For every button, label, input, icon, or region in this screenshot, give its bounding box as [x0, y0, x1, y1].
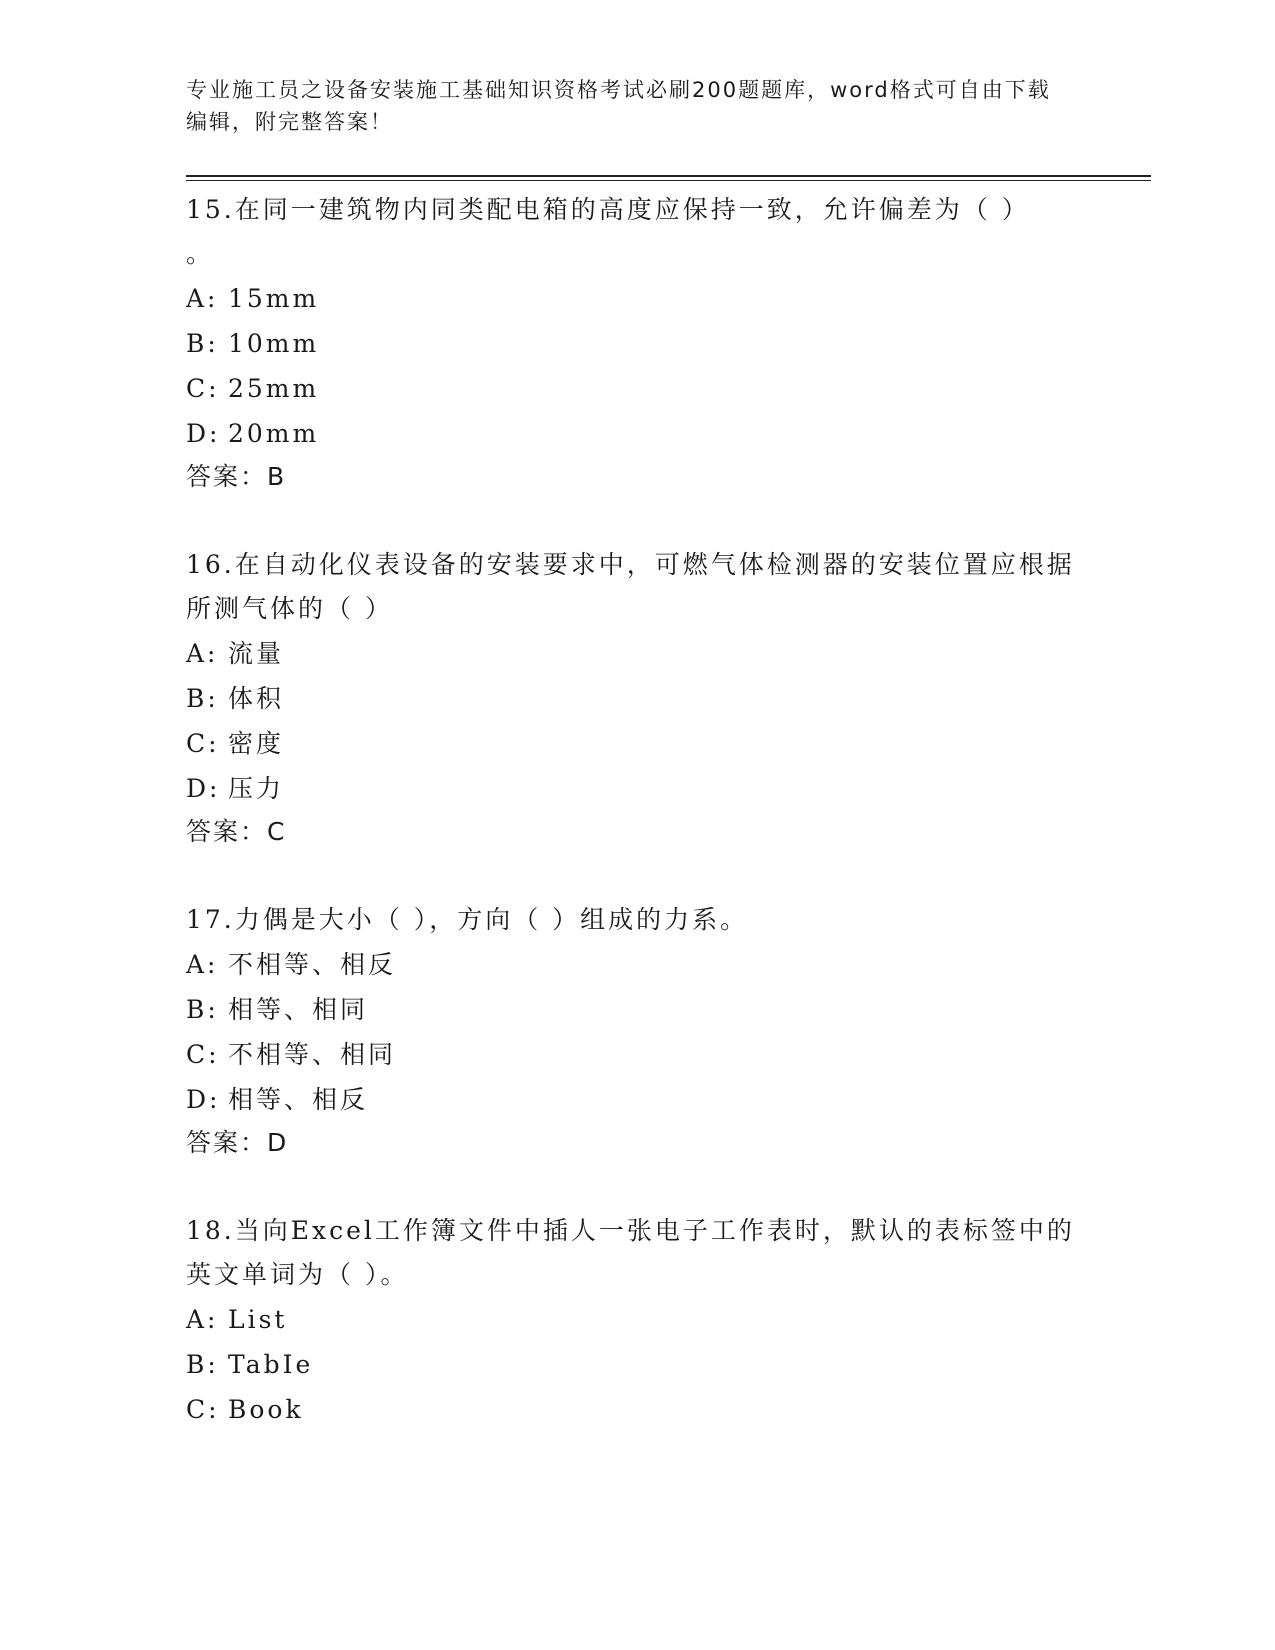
question-17 [186, 898, 1086, 1164]
option-letter: C: [186, 1040, 220, 1069]
option-text: 体积 [228, 684, 285, 713]
question-number: 16. [186, 550, 235, 579]
option-d [186, 411, 1086, 456]
option-letter: A: [186, 284, 219, 313]
option-text: List [228, 1305, 288, 1334]
question-stem: 当向Excel工作簿文件中插人一张电子工作表时，默认的表标签中的英文单词为（ ）。 [186, 1216, 1075, 1289]
option-letter: B: [186, 1350, 219, 1379]
header-divider-thin [186, 180, 1151, 181]
question-number: 15. [186, 195, 235, 224]
option-c [186, 1387, 1086, 1432]
option-a [186, 942, 1086, 987]
question-number: 17. [186, 905, 235, 934]
answer-line: 答案：D [186, 1128, 289, 1157]
option-letter: C: [186, 729, 220, 758]
option-a [186, 276, 1086, 321]
option-text: 相等、相反 [228, 1085, 369, 1114]
option-text: 20mm [228, 419, 320, 448]
question-text [186, 543, 1086, 631]
option-text: 不相等、相反 [228, 950, 397, 979]
option-b [186, 676, 1086, 721]
option-letter: A: [186, 1305, 219, 1334]
option-letter: D: [186, 1085, 221, 1114]
question-text [186, 1209, 1086, 1297]
option-b [186, 1342, 1086, 1387]
option-letter: D: [186, 419, 221, 448]
option-letter: C: [186, 1395, 220, 1424]
option-letter: A: [186, 639, 219, 668]
option-text: 流量 [228, 639, 285, 668]
option-text: Book [228, 1395, 304, 1424]
option-c [186, 721, 1086, 766]
option-letter: C: [186, 374, 220, 403]
option-letter: D: [186, 774, 221, 803]
option-letter: B: [186, 329, 219, 358]
question-stem: 力偶是大小（ ），方向（ ）组成的力系。 [234, 905, 749, 934]
question-number: 18. [186, 1216, 235, 1245]
option-d [186, 1077, 1086, 1122]
document-header: 专业施工员之设备安装施工基础知识资格考试必刷200题题库，word格式可自由下载编辑，附完整答案！ [186, 78, 1051, 134]
option-b [186, 321, 1086, 366]
spacer [186, 1164, 1086, 1209]
spacer [186, 853, 1086, 898]
question-text-tail: 。 [186, 239, 215, 268]
question-18 [186, 1209, 1086, 1432]
option-b [186, 987, 1086, 1032]
option-text: 15mm [228, 284, 320, 313]
question-stem: 在同一建筑物内同类配电箱的高度应保持一致，允许偏差为（ ） [234, 195, 1030, 224]
option-text: TabIe [228, 1350, 314, 1379]
question-15 [186, 188, 1086, 498]
question-text [186, 188, 1086, 232]
option-text: 不相等、相同 [228, 1040, 397, 1069]
question-stem: 在自动化仪表设备的安装要求中，可燃气体检测器的安装位置应根据所测气体的（ ） [186, 550, 1075, 623]
question-text [186, 898, 1086, 942]
question-list [186, 188, 1086, 1432]
spacer [186, 498, 1086, 543]
option-letter: A: [186, 950, 219, 979]
option-text: 相等、相同 [228, 995, 369, 1024]
answer-line: 答案：B [186, 462, 287, 491]
option-a [186, 1297, 1086, 1342]
option-text: 25mm [228, 374, 320, 403]
option-text: 10mm [228, 329, 320, 358]
option-letter: B: [186, 684, 219, 713]
option-c [186, 1032, 1086, 1077]
header-divider-thick [186, 175, 1151, 177]
option-d [186, 766, 1086, 811]
option-text: 压力 [228, 774, 285, 803]
option-text: 密度 [228, 729, 285, 758]
question-16 [186, 543, 1086, 853]
answer-line: 答案：C [186, 817, 287, 846]
option-c [186, 366, 1086, 411]
option-a [186, 631, 1086, 676]
option-letter: B: [186, 995, 219, 1024]
